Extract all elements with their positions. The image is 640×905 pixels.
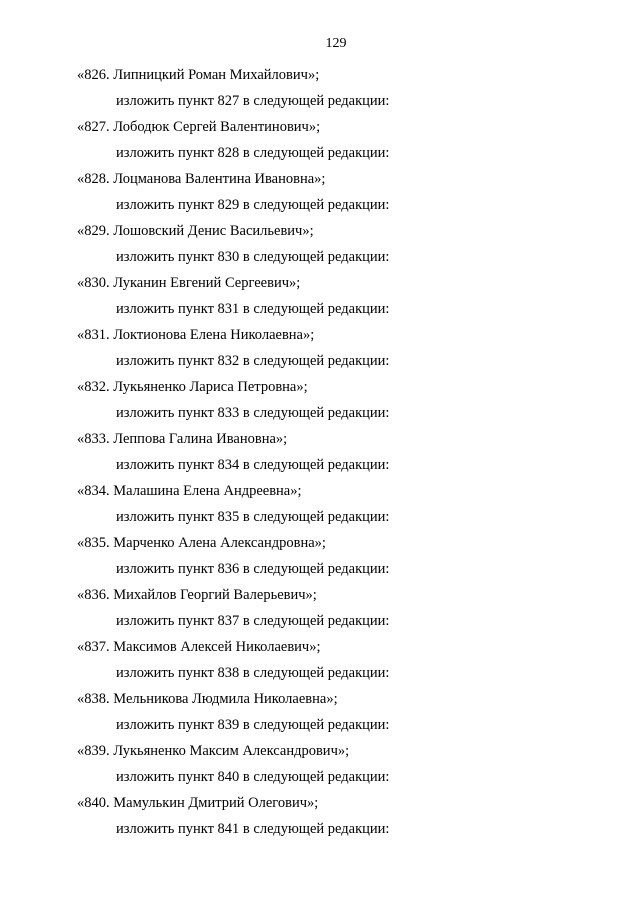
instruction-line: изложить пункт 836 в следующей редакции: <box>116 561 390 577</box>
document-body <box>0 66 640 846</box>
entry-line: «831. Локтионова Елена Николаевна»; <box>77 327 315 343</box>
instruction-line: изложить пункт 830 в следующей редакции: <box>116 249 390 265</box>
instruction-line: изложить пункт 834 в следующей редакции: <box>116 457 390 473</box>
entry-line: «827. Лободюк Сергей Валентинович»; <box>77 119 321 135</box>
entry-line: «829. Лошовский Денис Васильевич»; <box>77 223 314 239</box>
instruction-line: изложить пункт 832 в следующей редакции: <box>116 353 390 369</box>
entry-line: «836. Михайлов Георгий Валерьевич»; <box>77 587 317 603</box>
instruction-line: изложить пункт 829 в следующей редакции: <box>116 197 390 213</box>
instruction-line: изложить пункт 828 в следующей редакции: <box>116 145 390 161</box>
entry-line: «834. Малашина Елена Андреевна»; <box>77 483 302 499</box>
entry-line: «830. Луканин Евгений Сергеевич»; <box>77 275 301 291</box>
entry-line: «838. Мельникова Людмила Николаевна»; <box>77 691 338 707</box>
instruction-line: изложить пункт 831 в следующей редакции: <box>116 301 390 317</box>
entry-line: «839. Лукьяненко Максим Александрович»; <box>77 743 350 759</box>
instruction-line: изложить пункт 833 в следующей редакции: <box>116 405 390 421</box>
entry-line: «826. Липницкий Роман Михайлович»; <box>77 67 320 83</box>
instruction-line: изложить пункт 837 в следующей редакции: <box>116 613 390 629</box>
page-number: 129 <box>325 36 347 51</box>
entry-line: «840. Мамулькин Дмитрий Олегович»; <box>77 795 319 811</box>
entry-line: «828. Лоцманова Валентина Ивановна»; <box>77 171 326 187</box>
instruction-line: изложить пункт 840 в следующей редакции: <box>116 769 390 785</box>
instruction-line: изложить пункт 835 в следующей редакции: <box>116 509 390 525</box>
entry-line: «832. Лукьяненко Лариса Петровна»; <box>77 379 308 395</box>
entry-line: «833. Леппова Галина Ивановна»; <box>77 431 288 447</box>
instruction-line: изложить пункт 841 в следующей редакции: <box>116 821 390 837</box>
entry-line: «835. Марченко Алена Александровна»; <box>77 535 326 551</box>
instruction-line: изложить пункт 839 в следующей редакции: <box>116 717 390 733</box>
instruction-line: изложить пункт 827 в следующей редакции: <box>116 93 390 109</box>
entry-line: «837. Максимов Алексей Николаевич»; <box>77 639 321 655</box>
instruction-line: изложить пункт 838 в следующей редакции: <box>116 665 390 681</box>
